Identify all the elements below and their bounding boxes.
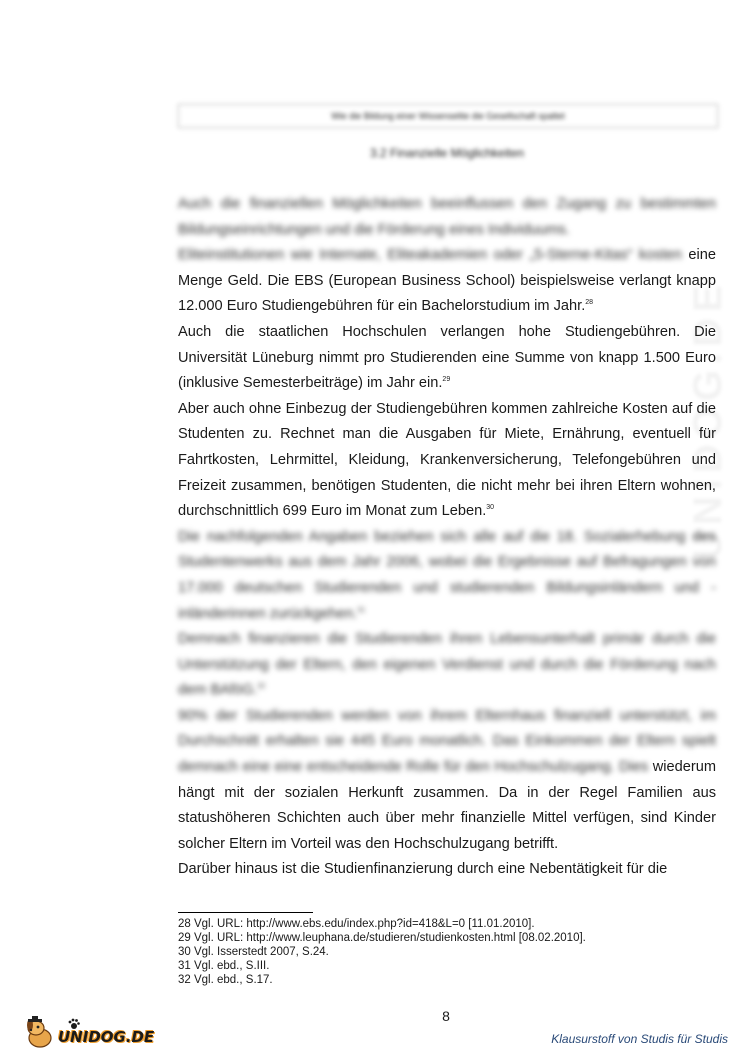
paragraph-5-text: Die nachfolgenden Angaben beziehen sich alle auf die 18. Sozialerhebung des Studentenwerks aus dem Jahr 2006, wobei die Ergebnisse auf Befragungen von 17.000 deutschen Studierenden und studierenden Bildungsinländern und -inländerinnen zurückgehen. <box>178 528 716 622</box>
paragraph-6-text: Demnach finanzieren die Studierenden ihren Lebensunterhalt primär durch die Unterstützung der Eltern, den eigenen Verdienst und durch die Förderung nach dem BAföG. <box>178 631 716 699</box>
paragraph-2-text: eine Menge Geld. Die EBS (European Business School) beispielsweise verlangt knapp 12.000 Euro Studiengebühren für ein Bachelorstudium im Jahr. <box>178 247 716 315</box>
paragraph-7-blurred-lead: 90% der Studierenden werden von ihrem Elternhaus finanziell unterstützt, im Durchschnitt erhalten sie 445 Euro monatlich. Das Einkommen der Eltern spielt demnach eine eine entscheidende Rolle für den Hochschulzugang. Dies <box>178 707 716 776</box>
logo-text: UNIDOG.DE <box>58 1028 155 1046</box>
paragraph-3 <box>178 320 716 397</box>
footnote-ref-30: 30 <box>486 504 495 512</box>
footnote-ref-28: 28 <box>585 299 594 307</box>
footnote-ref-29: 29 <box>442 376 451 384</box>
footnotes <box>178 917 718 987</box>
footnote-divider <box>178 912 313 913</box>
paragraph-7-text: wiederum hängt mit der sozialen Herkunft zusammen. Da in der Regel Familien aus statushöheren Schichten auch über mehr finanzielle Mittel verfügen, sind Kinder solcher Eltern im Vorteil was den Hochschulzugang betrifft. <box>178 759 716 852</box>
footnote-30: 30 Vgl. Isserstedt 2007, S.24. <box>178 946 329 958</box>
page-number: 8 <box>442 1008 450 1024</box>
dog-icon <box>22 1016 58 1050</box>
watermark: UNIDOG.DE <box>686 279 730 560</box>
paragraph-4 <box>178 397 716 525</box>
footnote-ref-31: 31 <box>357 606 366 614</box>
footnote-32: 32 Vgl. ebd., S.17. <box>178 974 273 986</box>
footer-tagline: Klausurstoff von Studis für Studis <box>551 1032 728 1046</box>
footnote-ref-32: 32 <box>257 683 266 691</box>
footnote-29: 29 Vgl. URL: http://www.leuphana.de/studieren/studienkosten.html [08.02.2010]. <box>178 932 586 944</box>
paragraph-2-blurred-lead: Eliteinstitutionen wie Internate, Eliteakademien oder „5-Sterne-Kitas“ kosten <box>178 247 682 264</box>
section-title: 3.2 Finanzielle Möglichkeiten <box>369 146 525 160</box>
paragraph-8: Darüber hinaus ist die Studienfinanzierung durch eine Nebentätigkeit für die <box>178 861 668 878</box>
paragraph-5 <box>178 525 716 627</box>
body-text <box>178 192 716 883</box>
paragraph-1: Auch die finanziellen Möglichkeiten beeinflussen den Zugang zu bestimmten Bildungseinrichtungen und die Förderung eines Individuums. <box>178 196 716 238</box>
paragraph-4-text: Aber auch ohne Einbezug der Studiengebühren kommen zahlreiche Kosten auf die Studenten zu. Rechnet man die Ausgaben für Miete, Ernährung, eventuell für Fahrtkosten, Lehrmittel, Kleidung, Krankenversicherung, Telefongebühren und Freizeit zusammen, benötigen Studenten, die nicht mehr bei ihren Eltern wohnen, durchschnittlich 699 Euro im Monat zum Leben. <box>178 400 716 520</box>
paragraph-3-text: Auch die staatlichen Hochschulen verlangen hohe Studiengebühren. Die Universität Lüneburg nimmt pro Studierenden eine Summe von knapp 1.500 Euro (inklusive Semesterbeiträge) im Jahr ein. <box>178 323 716 392</box>
paragraph-2 <box>178 243 716 320</box>
footnote-28: 28 Vgl. URL: http://www.ebs.edu/index.php?id=418&L=0 [11.01.2010]. <box>178 918 535 930</box>
footnote-31: 31 Vgl. ebd., S.III. <box>178 960 270 972</box>
paragraph-7 <box>178 704 716 858</box>
paragraph-6 <box>178 627 716 704</box>
unidog-logo <box>22 1016 162 1050</box>
running-header: Wie die Bildung einer Wissenselite die Gesellschaft spaltet <box>178 104 718 128</box>
